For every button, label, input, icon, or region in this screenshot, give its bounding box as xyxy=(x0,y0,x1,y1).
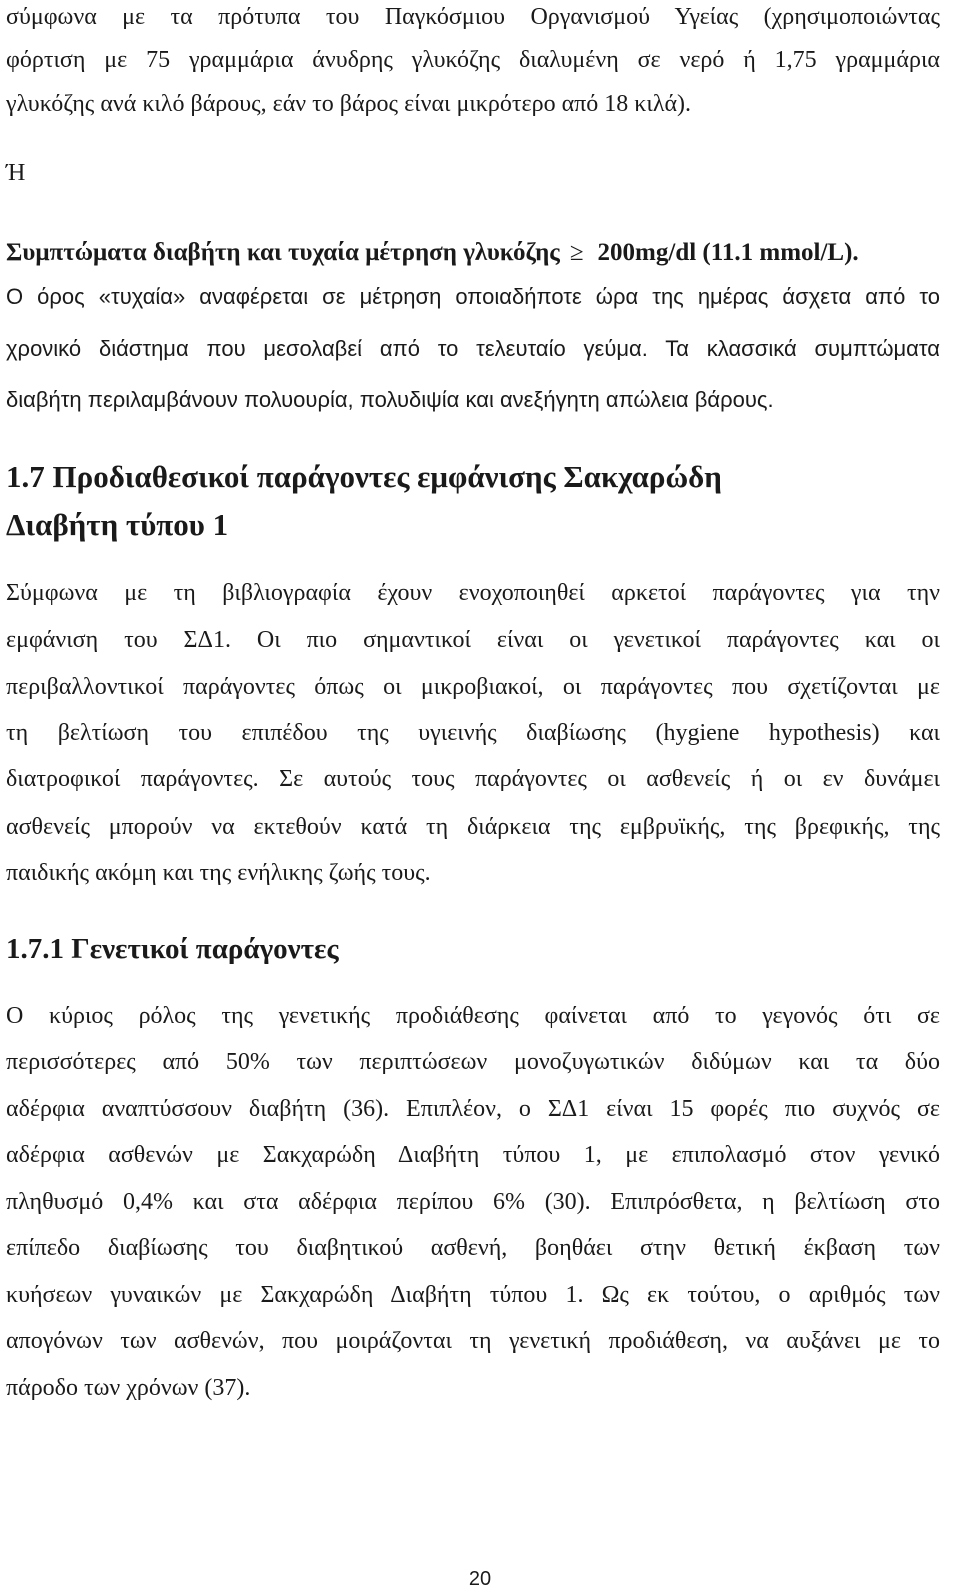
paragraph-line: περισσότερες από 50% των περιπτώσεων μονοζυγωτικών διδύμων και τα δύο xyxy=(6,1049,940,1075)
paragraph-line: γλυκόζης ανά κιλό βάρους, εάν το βάρος είναι μικρότερο από 18 κιλά). xyxy=(6,91,692,117)
paragraph-line: Σύμφωνα με τη βιβλιογραφία έχουν ενοχοποιηθεί αρκετοί παράγοντες για την xyxy=(6,580,940,606)
paragraph-line: πληθυσμό 0,4% και στα αδέρφια περίπου 6% (30). Επιπρόσθετα, η βελτίωση στο xyxy=(6,1189,940,1215)
paragraph-line: περιβαλλοντικοί παράγοντες όπως οι μικροβιακοί, οι παράγοντες που σχετίζονται με xyxy=(6,674,940,700)
paragraph-line: σύμφωνα με τα πρότυπα του Παγκόσμιου Οργανισμού Υγείας (χρησιμοποιώντας xyxy=(6,4,940,30)
paragraph-line: χρονικό διάστημα που μεσολαβεί από το τελευταίο γεύμα. Τα κλασσικά συμπτώματα xyxy=(6,336,940,361)
paragraph-line: ασθενείς μπορούν να εκτεθούν κατά τη διάρκεια της εμβρυϊκής, της βρεφικής, της xyxy=(6,814,940,840)
paragraph-line: αδέρφια αναπτύσσουν διαβήτη (36). Επιπλέον, ο ΣΔ1 είναι 15 φορές πιο συχνός σε xyxy=(6,1096,940,1122)
paragraph-line: τη βελτίωση του επιπέδου της υγιεινής διαβίωσης (hygiene hypothesis) και xyxy=(6,720,940,746)
criterion-line xyxy=(6,238,859,268)
section-heading: 1.7 Προδιαθεσικοί παράγοντες εμφάνισης Σακχαρώδη xyxy=(6,459,722,494)
paragraph-line: Ο όρος «τυχαία» αναφέρεται σε μέτρηση οποιαδήποτε ώρα της ημέρας άσχετα από το xyxy=(6,284,940,309)
paragraph-line: εμφάνιση του ΣΔ1. Οι πιο σημαντικοί είναι οι γενετικοί παράγοντες και οι xyxy=(6,627,940,653)
paragraph-line: διαβήτη περιλαμβάνουν πολυουρία, πολυδιψία και ανεξήγητη απώλεια βάρους. xyxy=(6,387,774,412)
or-label: Ή xyxy=(6,160,26,186)
subsection-heading: 1.7.1 Γενετικοί παράγοντες xyxy=(6,933,339,965)
paragraph-line: επίπεδο διαβίωσης του διαβητικού ασθενή, βοηθάει στην θετική έκβαση των xyxy=(6,1235,940,1261)
paragraph-line: κυήσεων γυναικών με Σακχαρώδη Διαβήτη τύπου 1. Ως εκ τούτου, ο αριθμός των xyxy=(6,1282,940,1308)
paragraph-line: παιδικής ακόμη και της ενήλικης ζωής τους. xyxy=(6,860,431,886)
criterion-value: 200mg/dl (11.1 mmol/L). xyxy=(597,239,859,266)
page-number: 20 xyxy=(468,1568,492,1590)
paragraph-line: αδέρφια ασθενών με Σακχαρώδη Διαβήτη τύπου 1, με επιπολασμό στον γενικό xyxy=(6,1142,940,1168)
paragraph-line: φόρτιση με 75 γραμμάρια άνυδρης γλυκόζης διαλυμένη σε νερό ή 1,75 γραμμάρια xyxy=(6,47,940,73)
paragraph-line: Ο κύριος ρόλος της γενετικής προδιάθεσης φαίνεται από το γεγονός ότι σε xyxy=(6,1003,940,1029)
paragraph-line: διατροφικοί παράγοντες. Σε αυτούς τους παράγοντες οι ασθενείς ή οι εν δυνάμει xyxy=(6,766,940,792)
criterion-label: Συμπτώματα διαβήτη και τυχαία μέτρηση γλυκόζης xyxy=(6,239,560,266)
paragraph-line: απογόνων των ασθενών, που μοιράζονται τη γενετική προδιάθεση, να αυξάνει με το xyxy=(6,1328,940,1354)
section-heading: Διαβήτη τύπου 1 xyxy=(6,507,229,542)
geq-symbol: ≥ xyxy=(569,239,584,266)
paragraph-line: πάροδο των χρόνων (37). xyxy=(6,1375,251,1401)
